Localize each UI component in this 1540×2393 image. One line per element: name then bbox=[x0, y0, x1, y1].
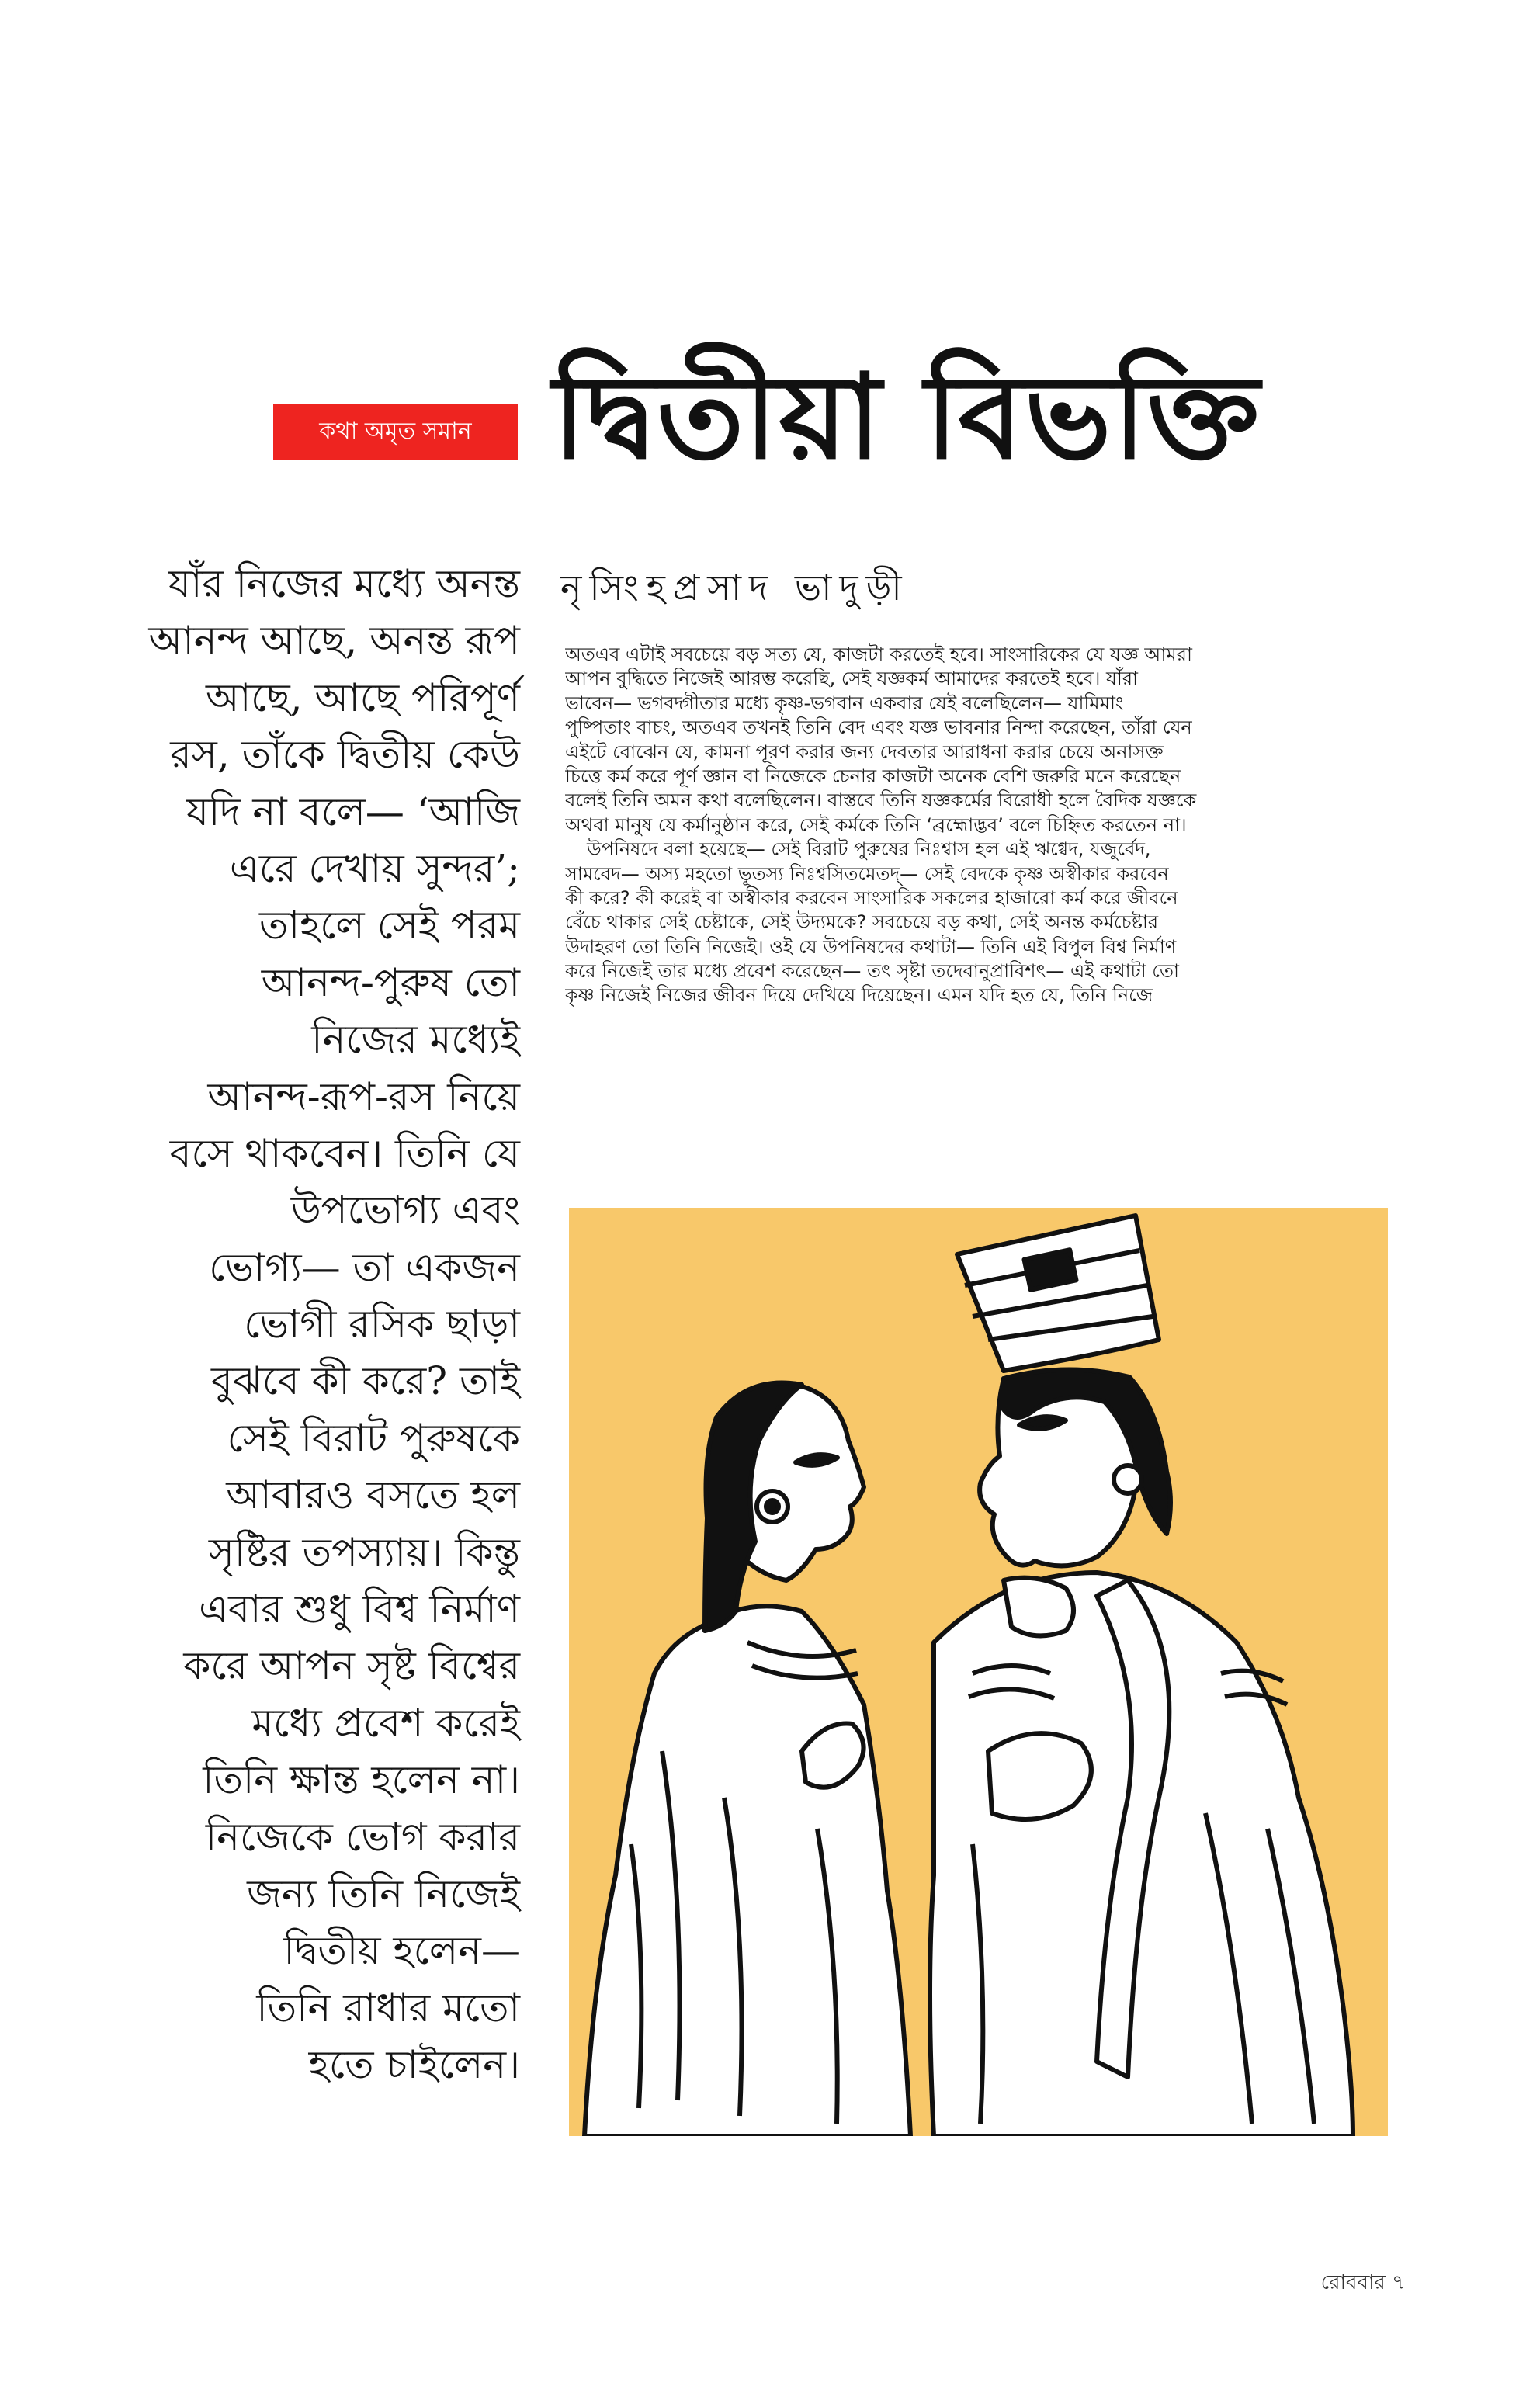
article-line: ভাবেন— ভগবদ্গীতার মধ্যে কৃষ্ণ-ভগবান একবার যেই বলেছিলেন— যামিমাং bbox=[565, 692, 1124, 714]
pull-quote-line: দ্বিতীয় হলেন— bbox=[283, 1928, 520, 1974]
pull-quote-line: নিজের মধ্যেই bbox=[311, 1017, 520, 1063]
pull-quote-line: ভোগী রসিক ছাড়া bbox=[244, 1302, 520, 1347]
section-tag: কথা অমৃত সমান bbox=[273, 404, 518, 460]
pull-quote-line: যদি না বলে— ‘আজি bbox=[186, 789, 520, 834]
pull-quote-line: আনন্দ-পুরুষ তো bbox=[261, 959, 520, 1005]
article-line: বলেই তিনি অমন কথা বলেছিলেন। বাস্তবে তিনি যজ্ঞকর্মের বিরোধী হলে বৈদিক যজ্ঞকে bbox=[565, 789, 1197, 812]
article-line: অথবা মানুষ যে কর্মানুষ্ঠান করে, সেই কর্মকে তিনি ‘ব্রহ্মোদ্ভব’ বলে চিহ্নিত করতেন না। bbox=[565, 813, 1187, 836]
radha-krishna-illustration bbox=[569, 1208, 1388, 2136]
article-line: করে নিজেই তার মধ্যে প্রবেশ করেছেন— তৎ সৃষ্টা তদেবানুপ্রাবিশৎ— এই কথাটা তো bbox=[565, 960, 1179, 983]
pull-quote-line: করে আপন সৃষ্ট বিশ্বের bbox=[183, 1643, 520, 1689]
article-body bbox=[565, 643, 1397, 1008]
page-number: রোববার ৭ bbox=[1320, 2271, 1405, 2294]
author-byline: নৃসিংহপ্রসাদ ভাদুড়ী bbox=[560, 567, 910, 609]
article-line: এইটে বোঝেন যে, কামনা পূরণ করার জন্য দেবতার আরাধনা করার চেয়ে অনাসক্ত bbox=[565, 740, 1164, 763]
article-line: অতএব এটাই সবচেয়ে বড় সত্য যে, কাজটা করতেই হবে। সাংসারিকের যে যজ্ঞ আমরা bbox=[565, 643, 1192, 665]
article-line: চিত্তে কর্ম করে পূর্ণ জ্ঞান বা নিজেকে চেনার কাজটা অনেক বেশি জরুরি মনে করেছেন bbox=[565, 765, 1181, 787]
pull-quote-line: হতে চাইলেন। bbox=[308, 2042, 520, 2088]
pull-quote-line: এরে দেখায় সুন্দর’; bbox=[229, 845, 520, 891]
article-line: সামবেদ— অস্য মহতো ভূতস্য নিঃশ্বসিতমেতদ্— সেই বেদকে কৃষ্ণ অস্বীকার করবেন bbox=[565, 862, 1169, 885]
pull-quote-line: তাহলে সেই পরম bbox=[259, 903, 520, 949]
pull-quote-line: মধ্যে প্রবেশ করেই bbox=[251, 1700, 520, 1746]
pull-quote-line: বুঝবে কী করে? তাই bbox=[211, 1358, 520, 1404]
article-line: বেঁচে থাকার সেই চেষ্টাকে, সেই উদ্যমকে? সবচেয়ে বড় কথা, সেই অনন্ত কর্মচেষ্টার bbox=[565, 911, 1159, 934]
pull-quote-line: বসে থাকবেন। তিনি যে bbox=[169, 1130, 520, 1176]
article-line: আপন বুদ্ধিতে নিজেই আরম্ভ করেছি, সেই যজ্ঞকর্ম আমাদের করতেই হবে। যাঁরা bbox=[565, 668, 1139, 690]
pull-quote-line: রস, তাঁকে দ্বিতীয় কেউ bbox=[170, 732, 520, 778]
pull-quote bbox=[85, 556, 520, 2094]
article-line: উপনিষদে বলা হয়েছে— সেই বিরাট পুরুষের নিঃশ্বাস হল এই ঋগ্বেদ, যজুর্বেদ, bbox=[587, 838, 1151, 861]
pull-quote-line: জন্য তিনি নিজেই bbox=[247, 1871, 520, 1916]
pull-quote-line: উপভোগ্য এবং bbox=[290, 1188, 520, 1233]
pull-quote-line: এবার শুধু বিশ্ব নির্মাণ bbox=[199, 1587, 520, 1632]
pull-quote-line: সেই বিরাট পুরুষকে bbox=[227, 1415, 520, 1461]
illustration-svg bbox=[569, 1208, 1388, 2136]
pull-quote-line: আছে, আছে পরিপূর্ণ bbox=[205, 675, 520, 720]
pull-quote-line: আনন্দ আছে, অনন্ত রূপ bbox=[148, 618, 520, 664]
pull-quote-line: আনন্দ-রূপ-রস নিয়ে bbox=[207, 1073, 520, 1119]
article-line: উদাহরণ তো তিনি নিজেই। ওই যে উপনিষদের কথাটা— তিনি এই বিপুল বিশ্ব নির্মাণ bbox=[565, 935, 1177, 958]
article-line: পুষ্পিতাং বাচং, অতএব তখনই তিনি বেদ এবং যজ্ঞ ভাবনার নিন্দা করেছেন, তাঁরা যেন bbox=[565, 716, 1192, 739]
pull-quote-line: ভোগ্য— তা একজন bbox=[209, 1244, 520, 1290]
pull-quote-line: তিনি ক্ষান্ত হলেন না। bbox=[203, 1757, 520, 1803]
article-title: দ্বিতীয়া বিভক্তি bbox=[553, 349, 1261, 485]
article-line: কৃষ্ণ নিজেই নিজের জীবন দিয়ে দেখিয়ে দিয়েছেন। এমন যদি হত যে, তিনি নিজে bbox=[565, 984, 1153, 1007]
pull-quote-line: সৃষ্টির তপস্যায়। কিন্তু bbox=[208, 1529, 520, 1575]
pull-quote-line: নিজেকে ভোগ করার bbox=[205, 1814, 520, 1860]
pull-quote-line: তিনি রাধার মতো bbox=[256, 1985, 520, 2031]
pull-quote-line: যাঁর নিজের মধ্যে অনন্ত bbox=[168, 561, 520, 606]
pull-quote-line: আবারও বসতে হল bbox=[226, 1472, 520, 1518]
article-line: কী করে? কী করেই বা অস্বীকার করবেন সাংসারিক সকলের হাজারো কর্ম করে জীবনে bbox=[565, 886, 1178, 909]
